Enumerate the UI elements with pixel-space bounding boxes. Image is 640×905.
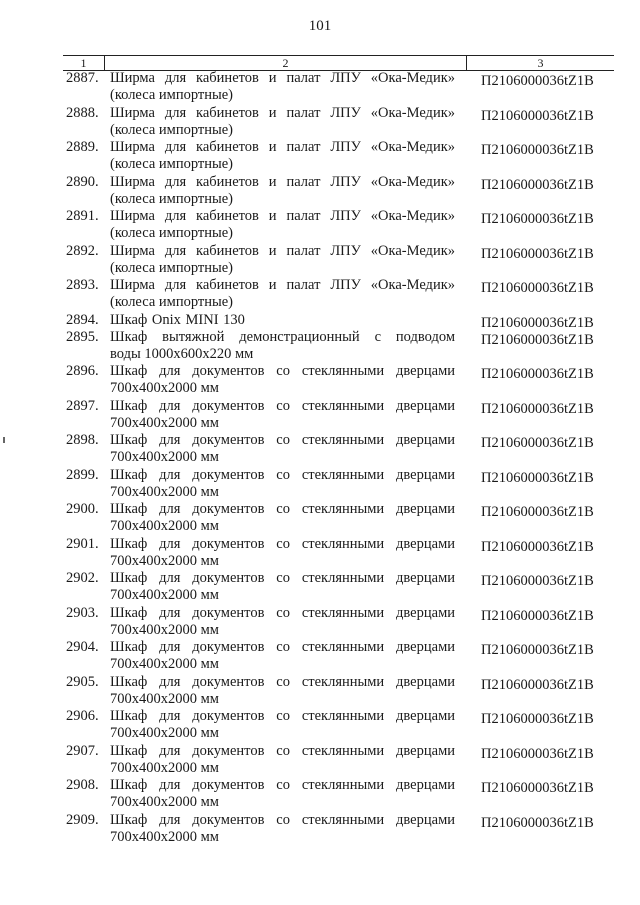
description-line-1: Ширма для кабинетов и палат ЛПУ «Ока-Медик»	[110, 70, 455, 86]
table-row	[0, 139, 640, 174]
row-code: П2106000036tZ1B	[481, 142, 594, 158]
table-row	[0, 363, 640, 398]
row-number: 2908.	[66, 777, 99, 793]
table-row	[0, 743, 640, 778]
description-line-1: Шкаф для документов со стеклянными дверцами	[110, 639, 455, 655]
table-row	[0, 708, 640, 743]
row-description	[110, 743, 455, 777]
row-description	[110, 398, 455, 432]
row-description	[110, 605, 455, 639]
description-line-2: 700x400x2000 мм	[110, 828, 219, 845]
table-row	[0, 432, 640, 467]
row-number: 2887.	[66, 70, 99, 86]
row-description	[110, 777, 455, 811]
row-code: П2106000036tZ1B	[481, 314, 594, 331]
row-code: П2106000036tZ1B	[481, 400, 594, 417]
table-row	[0, 501, 640, 536]
table-row	[0, 329, 640, 364]
description-line-1: Шкаф для документов со стеклянными дверцами	[110, 811, 455, 828]
description-line-2: 700x400x2000 мм	[110, 794, 219, 810]
row-code: П2106000036tZ1B	[481, 331, 594, 348]
table-row	[0, 277, 640, 312]
description-line-1: Ширма для кабинетов и палат ЛПУ «Ока-Медик»	[110, 173, 455, 190]
description-line-2: (колеса импортные)	[110, 156, 234, 172]
table-row	[0, 243, 640, 278]
row-description	[110, 139, 455, 173]
row-number: 2896.	[66, 363, 99, 379]
row-code: П2106000036tZ1B	[481, 745, 594, 762]
row-code: П2106000036tZ1B	[481, 435, 594, 451]
row-description	[110, 105, 455, 139]
description-line-2: 700x400x2000 мм	[110, 449, 219, 465]
row-number: 2897.	[66, 397, 99, 414]
description-line-2: 700x400x2000 мм	[110, 725, 219, 741]
description-line-2: (колеса импортные)	[110, 294, 234, 310]
row-description	[110, 639, 455, 673]
row-number: 2898.	[66, 432, 99, 448]
description-line-1: Шкаф для документов со стеклянными дверцами	[110, 777, 455, 793]
row-number: 2906.	[66, 708, 99, 724]
row-number: 2890.	[66, 173, 99, 190]
description-line-2: (колеса импортные)	[110, 87, 234, 103]
row-code: П2106000036tZ1B	[481, 814, 594, 831]
row-number: 2895.	[66, 328, 99, 345]
row-number: 2903.	[66, 604, 99, 621]
table-row	[0, 777, 640, 812]
row-description	[110, 363, 455, 397]
description-line-1: Шкаф вытяжной демонстрационный с подводом	[110, 328, 455, 345]
page-number: 101	[308, 18, 332, 34]
description-line-1: Шкаф для документов со стеклянными дверцами	[110, 673, 455, 690]
row-description	[110, 467, 455, 501]
row-number: 2902.	[66, 570, 99, 586]
row-code: П2106000036tZ1B	[481, 107, 594, 124]
description-line-2: 700x400x2000 мм	[110, 759, 219, 776]
row-code: П2106000036tZ1B	[481, 211, 594, 227]
table-row	[0, 208, 640, 243]
row-number: 2891.	[66, 208, 99, 224]
row-code: П2106000036tZ1B	[481, 573, 594, 589]
description-line-2: 700x400x2000 мм	[110, 483, 219, 500]
description-line-1: Шкаф для документов со стеклянными дверцами	[110, 570, 455, 586]
table-row	[0, 605, 640, 640]
row-number: 2901.	[66, 535, 99, 552]
row-description	[110, 708, 455, 742]
description-line-2: 700x400x2000 мм	[110, 587, 219, 603]
description-line-2: 700x400x2000 мм	[110, 552, 219, 569]
row-description	[110, 432, 455, 466]
row-number: 2889.	[66, 139, 99, 155]
description-line-1: Шкаф для документов со стеклянными дверцами	[110, 363, 455, 379]
description-line-1: Ширма для кабинетов и палат ЛПУ «Ока-Медик»	[110, 208, 455, 224]
row-description	[110, 329, 455, 363]
description-line-1: Шкаф Onix MINI 130	[110, 311, 245, 328]
column-header-2: 2	[282, 56, 289, 70]
row-number: 2900.	[66, 501, 99, 517]
row-code: П2106000036tZ1B	[481, 607, 594, 624]
column-header-1: 1	[80, 56, 87, 70]
row-number: 2888.	[66, 104, 99, 121]
row-description	[110, 277, 455, 311]
description-line-1: Шкаф для документов со стеклянными дверцами	[110, 466, 455, 483]
description-line-1: Шкаф для документов со стеклянными дверцами	[110, 535, 455, 552]
description-line-2: 700x400x2000 мм	[110, 621, 219, 638]
row-number: 2909.	[66, 811, 99, 828]
table-row	[0, 674, 640, 709]
table-row	[0, 812, 640, 847]
description-line-1: Ширма для кабинетов и палат ЛПУ «Ока-Медик»	[110, 277, 455, 293]
description-line-2: воды 1000x600x220 мм	[110, 345, 254, 362]
scan-mark	[3, 437, 5, 443]
description-line-1: Шкаф для документов со стеклянными дверцами	[110, 501, 455, 517]
row-number: 2905.	[66, 673, 99, 690]
row-code: П2106000036tZ1B	[481, 538, 594, 555]
row-number: 2899.	[66, 466, 99, 483]
row-code: П2106000036tZ1B	[481, 469, 594, 486]
row-number: 2907.	[66, 742, 99, 759]
row-description	[110, 70, 455, 104]
description-line-2: 700x400x2000 мм	[110, 690, 219, 707]
row-number: 2904.	[66, 639, 99, 655]
description-line-2: 700x400x2000 мм	[110, 518, 219, 534]
row-code: П2106000036tZ1B	[481, 780, 594, 796]
row-code: П2106000036tZ1B	[481, 642, 594, 658]
row-number: 2893.	[66, 277, 99, 293]
row-description	[110, 501, 455, 535]
row-code: П2106000036tZ1B	[481, 280, 594, 296]
row-code: П2106000036tZ1B	[481, 366, 594, 382]
row-description	[110, 570, 455, 604]
description-line-2: (колеса импортные)	[110, 259, 234, 276]
table-header	[63, 55, 614, 71]
table-row	[0, 639, 640, 674]
row-description	[110, 674, 455, 708]
description-line-2: (колеса импортные)	[110, 190, 234, 207]
row-code: П2106000036tZ1B	[481, 504, 594, 520]
table-row	[0, 70, 640, 105]
description-line-2: 700x400x2000 мм	[110, 414, 219, 431]
row-code: П2106000036tZ1B	[481, 711, 594, 727]
row-code: П2106000036tZ1B	[481, 676, 594, 693]
table-row	[0, 174, 640, 209]
row-description	[110, 174, 455, 208]
description-line-2: 700x400x2000 мм	[110, 380, 219, 396]
row-description	[110, 208, 455, 242]
table-row	[0, 570, 640, 605]
row-code: П2106000036tZ1B	[481, 73, 594, 89]
row-description	[110, 243, 455, 277]
description-line-1: Шкаф для документов со стеклянными дверцами	[110, 708, 455, 724]
table-row	[0, 105, 640, 140]
table-row	[0, 536, 640, 571]
row-description	[110, 312, 455, 329]
description-line-1: Ширма для кабинетов и палат ЛПУ «Ока-Медик»	[110, 139, 455, 155]
table-row	[0, 467, 640, 502]
row-number: 2892.	[66, 242, 99, 259]
row-code: П2106000036tZ1B	[481, 176, 594, 193]
row-code: П2106000036tZ1B	[481, 245, 594, 262]
table-body	[0, 70, 640, 846]
description-line-2: (колеса импортные)	[110, 121, 234, 138]
description-line-1: Ширма для кабинетов и палат ЛПУ «Ока-Медик»	[110, 104, 455, 121]
description-line-1: Шкаф для документов со стеклянными дверцами	[110, 432, 455, 448]
description-line-1: Шкаф для документов со стеклянными дверцами	[110, 604, 455, 621]
description-line-1: Шкаф для документов со стеклянными дверцами	[110, 397, 455, 414]
row-number: 2894.	[66, 311, 99, 328]
row-description	[110, 812, 455, 846]
description-line-2: (колеса импортные)	[110, 225, 234, 241]
column-header-3: 3	[537, 56, 544, 70]
description-line-2: 700x400x2000 мм	[110, 656, 219, 672]
table-row	[0, 312, 640, 329]
row-description	[110, 536, 455, 570]
description-line-1: Шкаф для документов со стеклянными дверцами	[110, 742, 455, 759]
table-row	[0, 398, 640, 433]
description-line-1: Ширма для кабинетов и палат ЛПУ «Ока-Медик»	[110, 242, 455, 259]
